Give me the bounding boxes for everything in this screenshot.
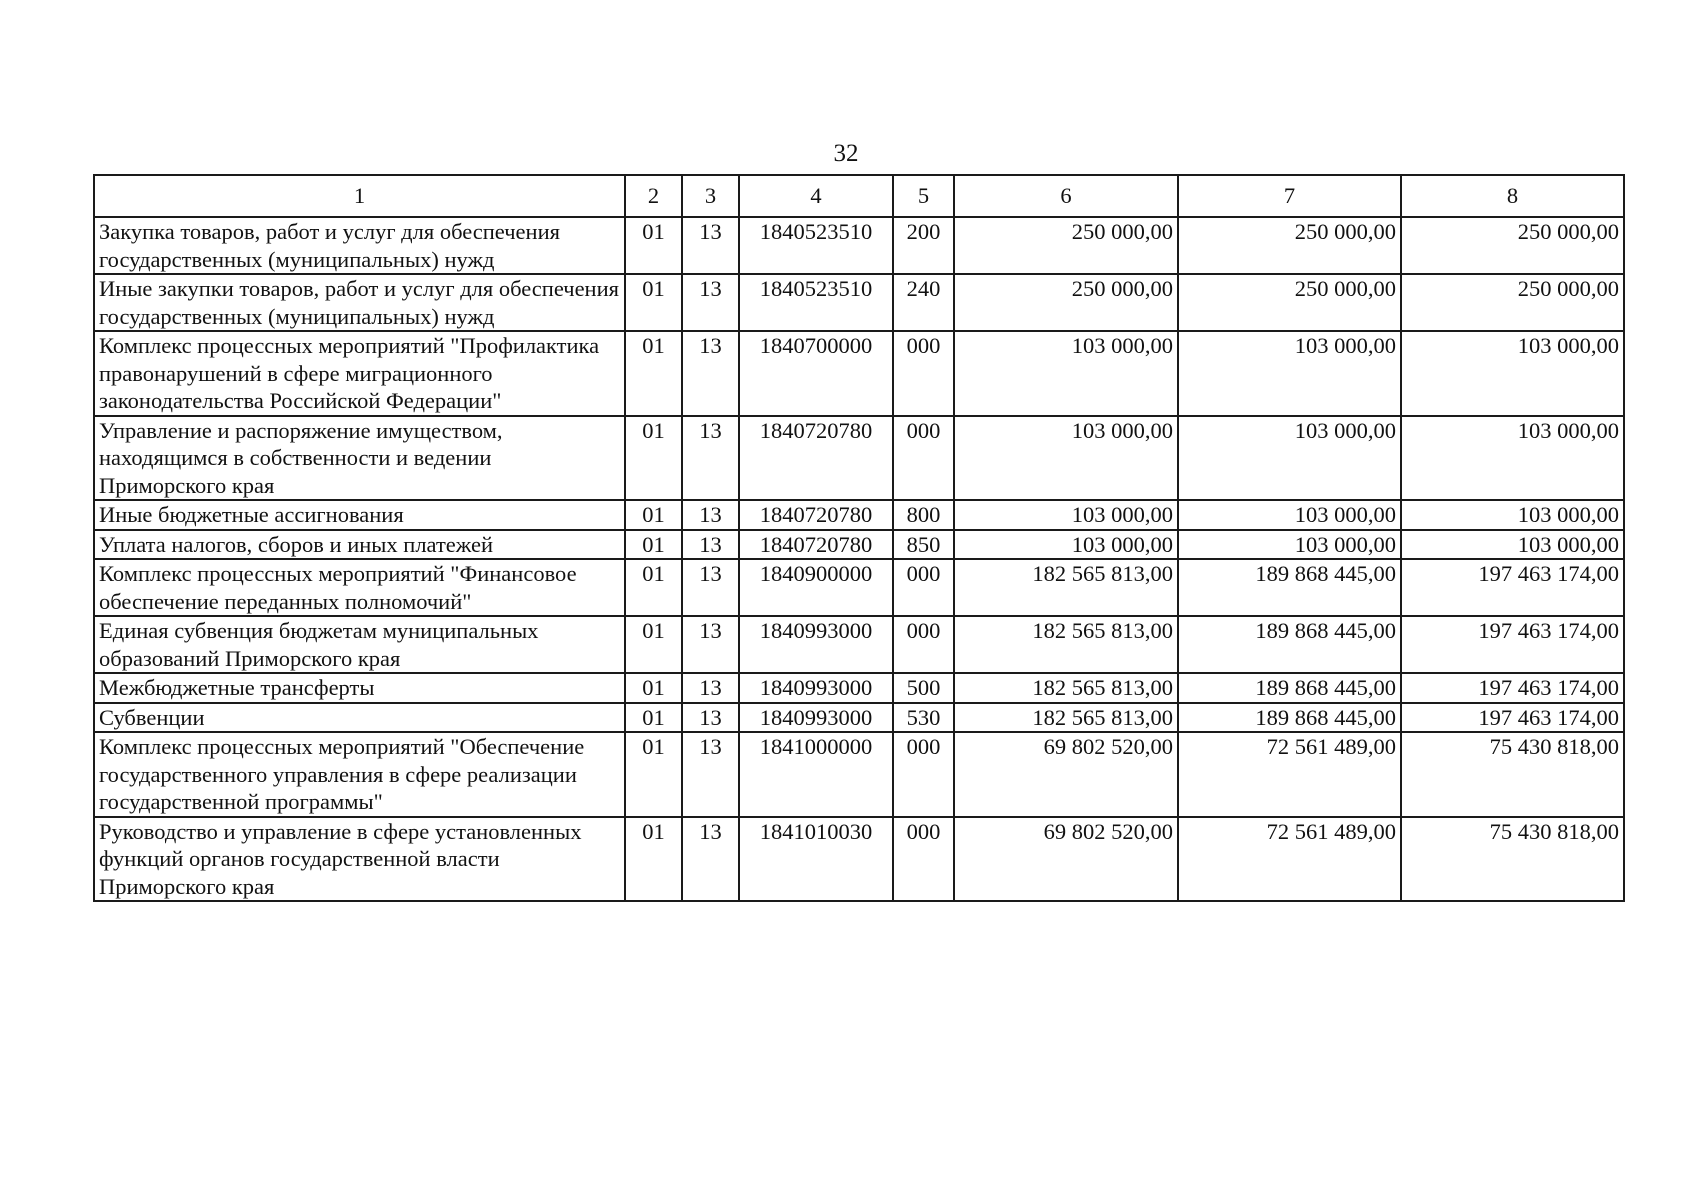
row-amount-col6: 103 000,00 bbox=[954, 331, 1178, 416]
row-name: Уплата налогов, сборов и иных платежей bbox=[94, 530, 625, 560]
row-subsection: 13 bbox=[682, 732, 739, 817]
row-target-code: 1841010030 bbox=[739, 817, 893, 902]
row-target-code: 1840993000 bbox=[739, 673, 893, 703]
row-amount-col8: 103 000,00 bbox=[1401, 416, 1624, 501]
header-col-5: 5 bbox=[893, 175, 954, 217]
table-row bbox=[94, 500, 1624, 530]
row-amount-col6: 182 565 813,00 bbox=[954, 673, 1178, 703]
row-target-code: 1840720780 bbox=[739, 530, 893, 560]
row-target-code: 1840720780 bbox=[739, 500, 893, 530]
table-row bbox=[94, 530, 1624, 560]
row-name: Иные бюджетные ассигнования bbox=[94, 500, 625, 530]
row-section: 01 bbox=[625, 217, 682, 274]
row-subsection: 13 bbox=[682, 559, 739, 616]
budget-table bbox=[93, 174, 1625, 902]
row-subsection: 13 bbox=[682, 500, 739, 530]
row-expense-type: 000 bbox=[893, 817, 954, 902]
row-name: Комплекс процессных мероприятий "Профилактика правонарушений в сфере миграционного законодательства Российской Федерации" bbox=[94, 331, 625, 416]
row-target-code: 1840900000 bbox=[739, 559, 893, 616]
row-amount-col8: 197 463 174,00 bbox=[1401, 673, 1624, 703]
row-name: Руководство и управление в сфере установленных функций органов государственной власти Приморского края bbox=[94, 817, 625, 902]
table-row bbox=[94, 703, 1624, 733]
row-section: 01 bbox=[625, 616, 682, 673]
row-expense-type: 000 bbox=[893, 616, 954, 673]
header-col-4: 4 bbox=[739, 175, 893, 217]
row-subsection: 13 bbox=[682, 616, 739, 673]
row-amount-col8: 197 463 174,00 bbox=[1401, 559, 1624, 616]
row-amount-col7: 250 000,00 bbox=[1178, 217, 1401, 274]
row-amount-col6: 103 000,00 bbox=[954, 530, 1178, 560]
row-amount-col6: 250 000,00 bbox=[954, 217, 1178, 274]
header-col-8: 8 bbox=[1401, 175, 1624, 217]
row-amount-col7: 103 000,00 bbox=[1178, 416, 1401, 501]
table-row bbox=[94, 274, 1624, 331]
header-col-3: 3 bbox=[682, 175, 739, 217]
row-amount-col6: 103 000,00 bbox=[954, 500, 1178, 530]
row-target-code: 1840523510 bbox=[739, 274, 893, 331]
row-subsection: 13 bbox=[682, 703, 739, 733]
row-amount-col7: 72 561 489,00 bbox=[1178, 817, 1401, 902]
row-amount-col6: 103 000,00 bbox=[954, 416, 1178, 501]
row-amount-col8: 250 000,00 bbox=[1401, 217, 1624, 274]
table-row bbox=[94, 732, 1624, 817]
row-amount-col8: 103 000,00 bbox=[1401, 500, 1624, 530]
row-amount-col7: 103 000,00 bbox=[1178, 331, 1401, 416]
row-expense-type: 850 bbox=[893, 530, 954, 560]
row-subsection: 13 bbox=[682, 817, 739, 902]
row-subsection: 13 bbox=[682, 416, 739, 501]
row-expense-type: 240 bbox=[893, 274, 954, 331]
row-target-code: 1840993000 bbox=[739, 703, 893, 733]
table-row bbox=[94, 331, 1624, 416]
table-row bbox=[94, 416, 1624, 501]
row-amount-col6: 182 565 813,00 bbox=[954, 703, 1178, 733]
row-section: 01 bbox=[625, 673, 682, 703]
row-expense-type: 500 bbox=[893, 673, 954, 703]
row-amount-col6: 182 565 813,00 bbox=[954, 559, 1178, 616]
row-amount-col7: 189 868 445,00 bbox=[1178, 559, 1401, 616]
row-name: Единая субвенция бюджетам муниципальных образований Приморского края bbox=[94, 616, 625, 673]
row-section: 01 bbox=[625, 416, 682, 501]
row-amount-col8: 197 463 174,00 bbox=[1401, 703, 1624, 733]
header-col-2: 2 bbox=[625, 175, 682, 217]
table-row bbox=[94, 616, 1624, 673]
row-amount-col7: 103 000,00 bbox=[1178, 530, 1401, 560]
row-amount-col7: 189 868 445,00 bbox=[1178, 673, 1401, 703]
row-section: 01 bbox=[625, 732, 682, 817]
row-amount-col7: 250 000,00 bbox=[1178, 274, 1401, 331]
row-expense-type: 000 bbox=[893, 331, 954, 416]
row-expense-type: 800 bbox=[893, 500, 954, 530]
table-row bbox=[94, 559, 1624, 616]
row-amount-col6: 69 802 520,00 bbox=[954, 817, 1178, 902]
row-expense-type: 000 bbox=[893, 732, 954, 817]
row-subsection: 13 bbox=[682, 274, 739, 331]
header-col-7: 7 bbox=[1178, 175, 1401, 217]
row-amount-col6: 250 000,00 bbox=[954, 274, 1178, 331]
row-target-code: 1840993000 bbox=[739, 616, 893, 673]
row-amount-col8: 75 430 818,00 bbox=[1401, 732, 1624, 817]
row-name: Управление и распоряжение имуществом, находящимся в собственности и ведении Приморского края bbox=[94, 416, 625, 501]
row-name: Иные закупки товаров, работ и услуг для обеспечения государственных (муниципальных) нужд bbox=[94, 274, 625, 331]
row-amount-col6: 182 565 813,00 bbox=[954, 616, 1178, 673]
row-amount-col8: 250 000,00 bbox=[1401, 274, 1624, 331]
row-amount-col8: 197 463 174,00 bbox=[1401, 616, 1624, 673]
row-section: 01 bbox=[625, 817, 682, 902]
row-name: Комплекс процессных мероприятий "Обеспечение государственного управления в сфере реализации государственной программы" bbox=[94, 732, 625, 817]
row-section: 01 bbox=[625, 703, 682, 733]
row-expense-type: 000 bbox=[893, 559, 954, 616]
row-subsection: 13 bbox=[682, 331, 739, 416]
row-subsection: 13 bbox=[682, 530, 739, 560]
row-expense-type: 000 bbox=[893, 416, 954, 501]
row-expense-type: 200 bbox=[893, 217, 954, 274]
table-row bbox=[94, 217, 1624, 274]
row-target-code: 1841000000 bbox=[739, 732, 893, 817]
row-section: 01 bbox=[625, 500, 682, 530]
row-target-code: 1840700000 bbox=[739, 331, 893, 416]
row-amount-col6: 69 802 520,00 bbox=[954, 732, 1178, 817]
row-amount-col8: 103 000,00 bbox=[1401, 530, 1624, 560]
row-subsection: 13 bbox=[682, 217, 739, 274]
row-amount-col8: 75 430 818,00 bbox=[1401, 817, 1624, 902]
table-row bbox=[94, 817, 1624, 902]
row-amount-col7: 189 868 445,00 bbox=[1178, 616, 1401, 673]
row-section: 01 bbox=[625, 331, 682, 416]
row-section: 01 bbox=[625, 274, 682, 331]
row-amount-col7: 72 561 489,00 bbox=[1178, 732, 1401, 817]
row-name: Закупка товаров, работ и услуг для обеспечения государственных (муниципальных) нужд bbox=[94, 217, 625, 274]
row-section: 01 bbox=[625, 530, 682, 560]
header-col-1: 1 bbox=[94, 175, 625, 217]
row-target-code: 1840720780 bbox=[739, 416, 893, 501]
row-name: Субвенции bbox=[94, 703, 625, 733]
row-amount-col7: 189 868 445,00 bbox=[1178, 703, 1401, 733]
row-subsection: 13 bbox=[682, 673, 739, 703]
row-name: Межбюджетные трансферты bbox=[94, 673, 625, 703]
row-section: 01 bbox=[625, 559, 682, 616]
row-target-code: 1840523510 bbox=[739, 217, 893, 274]
header-col-6: 6 bbox=[954, 175, 1178, 217]
page-number: 32 bbox=[833, 140, 859, 167]
row-amount-col8: 103 000,00 bbox=[1401, 331, 1624, 416]
row-name: Комплекс процессных мероприятий "Финансовое обеспечение переданных полномочий" bbox=[94, 559, 625, 616]
row-amount-col7: 103 000,00 bbox=[1178, 500, 1401, 530]
table-row bbox=[94, 673, 1624, 703]
table-header-row bbox=[94, 175, 1624, 217]
row-expense-type: 530 bbox=[893, 703, 954, 733]
